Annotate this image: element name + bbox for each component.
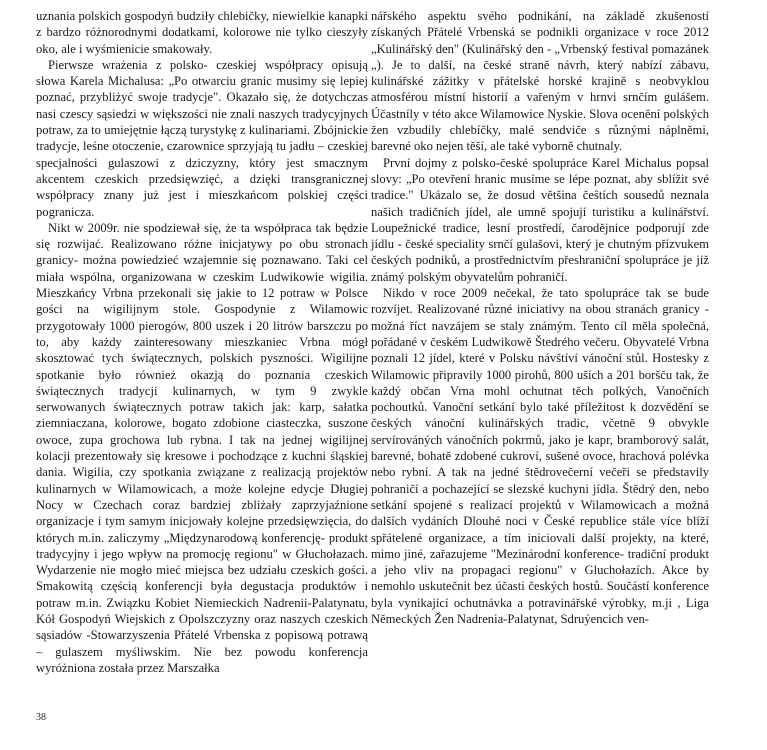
left-paragraph-3: Nikt w 2009r. nie spodziewał się, że ta współpraca tak będzie się rozwijać. Realizowano różne inicjatywy po obu stronach granicy- można powiedzieć wzajemnie się poznawano. Taki cel miała wspólna, organizowana w czeskim Ludwikowie wigilia. Mieszkańcy Vrbna przekonali się jakie to 12 potraw w Polsce gości na wigilijnym stole. Gospodynie z Wilamowic przygotowały 1000 pierogów, 800 uszek i 20 litrów barszczu po to, aby każdy zainteresowany mieszkaniec Vrbna mógł skosztować tych świątecznych, polskich pyszności. Wigilijne spotkanie było również okazją do poznania czeskich świątecznych tradycji kulinarnych, w tym 9 zwykle serwowanych świątecznych potraw takich jak: karp, sałatka ziemniaczana, kolorowe, bogato zdobione ciasteczka, suszone owoce, zupa grochowa lub rybna. I tak na jednej wigilijnej kolacji prezentowały się kresowe i pochodzące z kuchni śląskiej dania. Wigilia, czy spotkania związane z realizacją projektów kulinarnych w Wilamowicach, a może kolejne edycje Długiej Nocy w Czechach coraz bardziej zbliżały zaprzyjaźnione organizacje i tym samym inicjowały kolejne przedsięwzięcia, do których m.in. zaliczymy „Międzynarodową konferencję- produkt tradycyjny i jego wpływ na promocję regionu" w Głuchołazach. Wydarzenie nie mogło mieć miejsca bez udziału czeskich gości. Smakowitą częścią konferencji była degustacja produktów i potraw m.in. Związku Kobiet Niemieckich Nadrenii-Palatynatu, Kół Gospodyń Wiejskich z Opolszczyzny oraz naszych czeskich sąsiadów -Stowarzyszenia Přátelé Vrbenska z popisową potrawą – gulaszem myśliwskim. Nie bez powodu konferencja wyróżniona została przez Marszałka	[36, 220, 368, 675]
page-number: 38	[36, 712, 46, 723]
left-paragraph-1: uznania polskich gospodyń budziły chlebičky, niewielkie kanapki z bardzo różnorodnymi dodatkami, kolorowe nie tylko cieszyły oko, ale i wyśmienicie smakowały.	[36, 9, 368, 56]
right-paragraph-2: První dojmy z polsko-české spolupráce Karel Michalus popsal slovy: „Po otevření hranic musíme se lépe poznat, aby sblížit své tradice." Ukázalo se, že dosud většina čeŝtích sousedů neznala našich tradičních jídel, ale umně spojují turistiku a kulinářství. Loupežnické tradice, lesní prostředí, čarodějnice podporují zde jídlu - české speciality srnčí gulašovi, který je chutným přízvukem českých podniků, a prostřednictvím přeshraniční spoluprácе je již známý polským obyvatelům pohraničí.	[371, 155, 709, 284]
left-column-polish	[36, 8, 368, 676]
left-paragraph-2: Pierwsze wrażenia z polsko- czeskiej współpracy opisują słowa Karela Michalusa: „Po otwarciu granic musimy się lepiej poznać, przybliżyć swoje tradycje". Okazało się, że dotychczas nasi czescy sąsiedzi w większości nie znali naszych tradycyjnych potraw, za to umiejętnie łączą turystykę z kulinariami. Zbójnickie tradycje, leśne otoczenie, czarownice sprzyjają tu jadłu – czeskiej specjalności gulaszowi z dziczyzny, który jest smacznym akcentem czeskich przedsięwzięć, a dzięki transgranicznej współpracy znany już jest i mieszkańcom polskiej części pogranicza.	[36, 57, 368, 219]
right-paragraph-3: Nikdo v roce 2009 nečekal, že tato spolupráce tak se bude rozvíjet. Realizované různé iniciativy na obou stranách granicy -možná říct navzájem se staly známým. Tento cíl měla společná, pořádané v českém Ludwikowě Štedrého večeru. Obyvatelé Vrbna poznali 12 jídel, které v Polsku návštíví vánoční stůl. Hostesky z Wilamowic připravily 1000 pirohů, 800 uších a 201 boršču tak, že každý občan Vrna mohl ochutnat těch polkých, Vanočních pochoutků. Vanoční setkání bylo také příležitost k dozvědění se českých vánoční kulinářských tradic, včetně 9 obvykle servírováných vánočních pokrmů, jako je kapr, bramborový salát, barevné, bohatě zdobené cukroví, sušené ovoce, hrachová polévka nebo rybní. A tak na jedné štědrovečerní večeři se představily pohraničí a pochazející se slezské kuchyni jídla. Štědrý den, nebo setkání spojené s realizací projektů v Wilamowicach a možná dalších vydáních Dlouhé noci v České republice stále více blíží spřátelené organizace, a tím iniciovali další projekty, na které, mimo jiné, zařazujeme "Mezinárodní konference- tradiční produkt a jeho vliv na propagaci regionu" v Gluchołazích. Akce by nemohlo uskutečnit bez účasti českých hostů. Součástí konference byla vynikající ochutnávka a potravinářské výrobky, m.ji , Liga Německých Žen Nadrenia-Palatynat, Sdruýencich ven-	[371, 286, 709, 626]
right-paragraph-1: nářského aspektu svého podnikání, na základě zkušeností získaných Přátelé Vrbenská se podnikli organizace v roce 2012 „Kulinářský den" (Kulinářský den - „Vrbenský festival pomazánek „). Je to další, na české straně návrh, který nabízí zábavu, kulinářské zážitky v přátelské horské krajině s neobvyklou atmosférou místní historií a vařeným v hrnvi srnčím gulášem. Účastníly v této akce Wilamowice Nyskie. Slova ocenění polských žen vzbudily chlebíčky, malé sendviče s různými náplněmi, barevné oko nejen těší, ale také vyborně chutnaly.	[371, 9, 709, 154]
right-column-czech	[371, 8, 709, 627]
